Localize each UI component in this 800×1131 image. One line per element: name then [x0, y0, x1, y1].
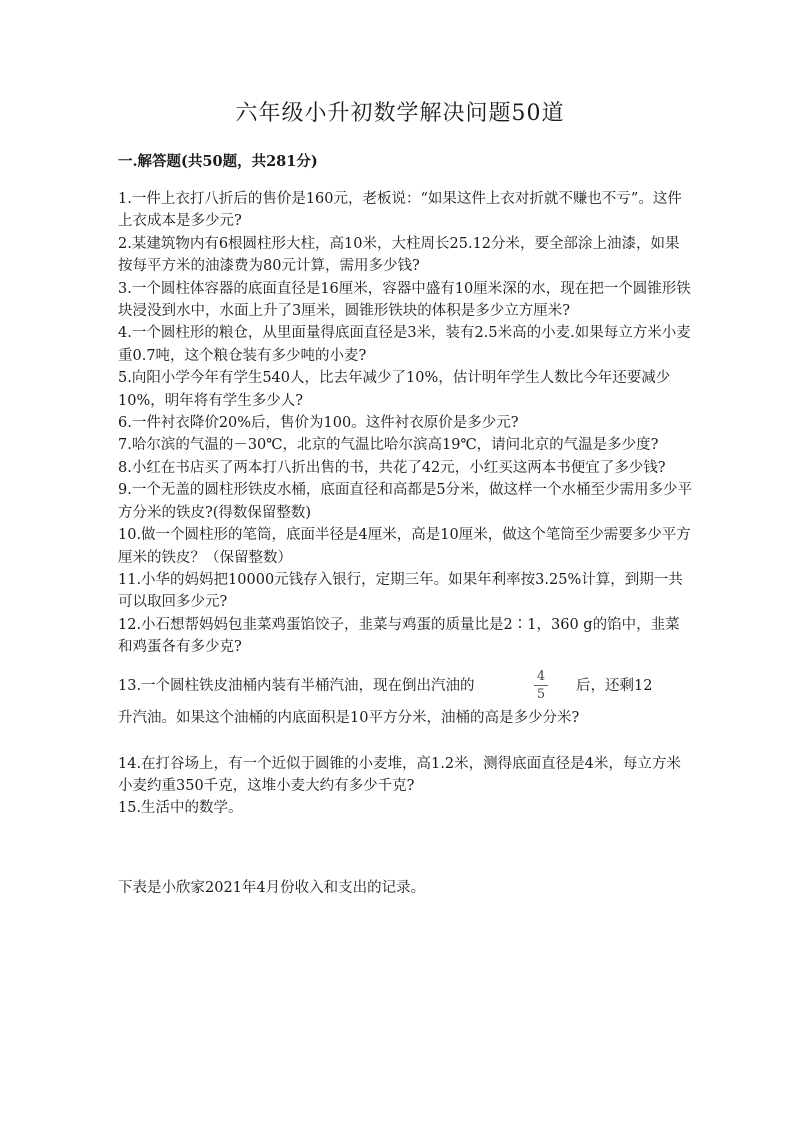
question-item: 2.某建筑物内有6根圆柱形大柱，高10米，大柱周长25.12分米，要全部涂上油漆，如果按每平方米的油漆费为80元计算，需用多少钱? — [118, 235, 680, 275]
question-item: 6.一件衬衣降价20%后，售价为100。这件衬衣原价是多少元? — [118, 415, 519, 432]
question-item: 11.小华的妈妈把10000元钱存入银行，定期三年。如果年利率按3.25%计算，到期一共可以取回多少元? — [118, 571, 683, 611]
question-item: 9.一个无盖的圆柱形铁皮水桶，底面直径和高都是5分米，做这样一个水桶至少需用多少平方分米的铁皮?(得数保留整数) — [118, 482, 693, 521]
question-13-part3: 升汽油。如果这个油桶的内底面积是10平方分米，油桶的高是多少分米? — [118, 709, 580, 726]
fraction-bar — [534, 685, 548, 686]
fraction-numerator: 4 — [536, 668, 546, 684]
question-item: 12.小石想帮妈妈包韭菜鸡蛋馅饺子，韭菜与鸡蛋的质量比是2∶1，360 g的馅中，韭菜和鸡蛋各有多少克? — [118, 616, 680, 656]
question-15: 15.生活中的数学。 — [118, 800, 243, 817]
question-13-part1: 13.一个圆柱铁皮油桶内装有半桶汽油，现在倒出汽油的 — [118, 677, 475, 694]
question-13 — [118, 669, 693, 733]
question-item: 3.一个圆柱体容器的底面直径是16厘米，容器中盛有10厘米深的水，现在把一个圆锥形铁块浸没到水中，水面上升了3厘米，圆锥形铁块的体积是多少立方厘米? — [118, 280, 691, 320]
fraction-denominator: 5 — [536, 686, 546, 702]
question-item: 4.一个圆柱形的粮仓，从里面量得底面直径是3米，装有2.5米高的小麦.如果每立方米小麦重0.7吨，这个粮仓装有多少吨的小麦? — [118, 325, 691, 364]
question-item: 5.向阳小学今年有学生540人，比去年减少了10%，估计明年学生人数比今年还要减少10%，明年将有学生多少人? — [118, 370, 671, 409]
question-14: 14.在打谷场上，有一个近似于圆锥的小麦堆，高1.2米，测得底面直径是4米，每立方米小麦约重350千克，这堆小麦大约有多少千克? — [118, 755, 681, 794]
question-list — [118, 188, 693, 820]
page-title: 六年级小升初数学解决问题50道 — [235, 101, 565, 126]
table-intro-note: 下表是小欣家2021年4月份收入和支出的记录。 — [118, 880, 426, 896]
question-item: 7.哈尔滨的气温的－30℃，北京的气温比哈尔滨高19℃，请问北京的气温是多少度? — [118, 437, 659, 454]
question-item: 10.做一个圆柱形的笔筒，底面半径是4厘米，高是10厘米，做这个笔筒至少需要多少平方厘米的铁皮？（保留整数） — [118, 527, 691, 566]
question-item: 1.一件上衣打八折后的售价是160元，老板说：“如果这件上衣对折就不赚也不亏”。这件上衣成本是多少元? — [118, 191, 682, 230]
question-item: 8.小红在书店买了两本打八折出售的书，共花了42元，小红买这两本书便宜了多少钱? — [118, 459, 666, 476]
section-heading: 一.解答题(共50题，共281分) — [118, 153, 318, 170]
question-13-part2: 后，还剩12 — [576, 677, 653, 694]
fraction — [534, 669, 548, 702]
